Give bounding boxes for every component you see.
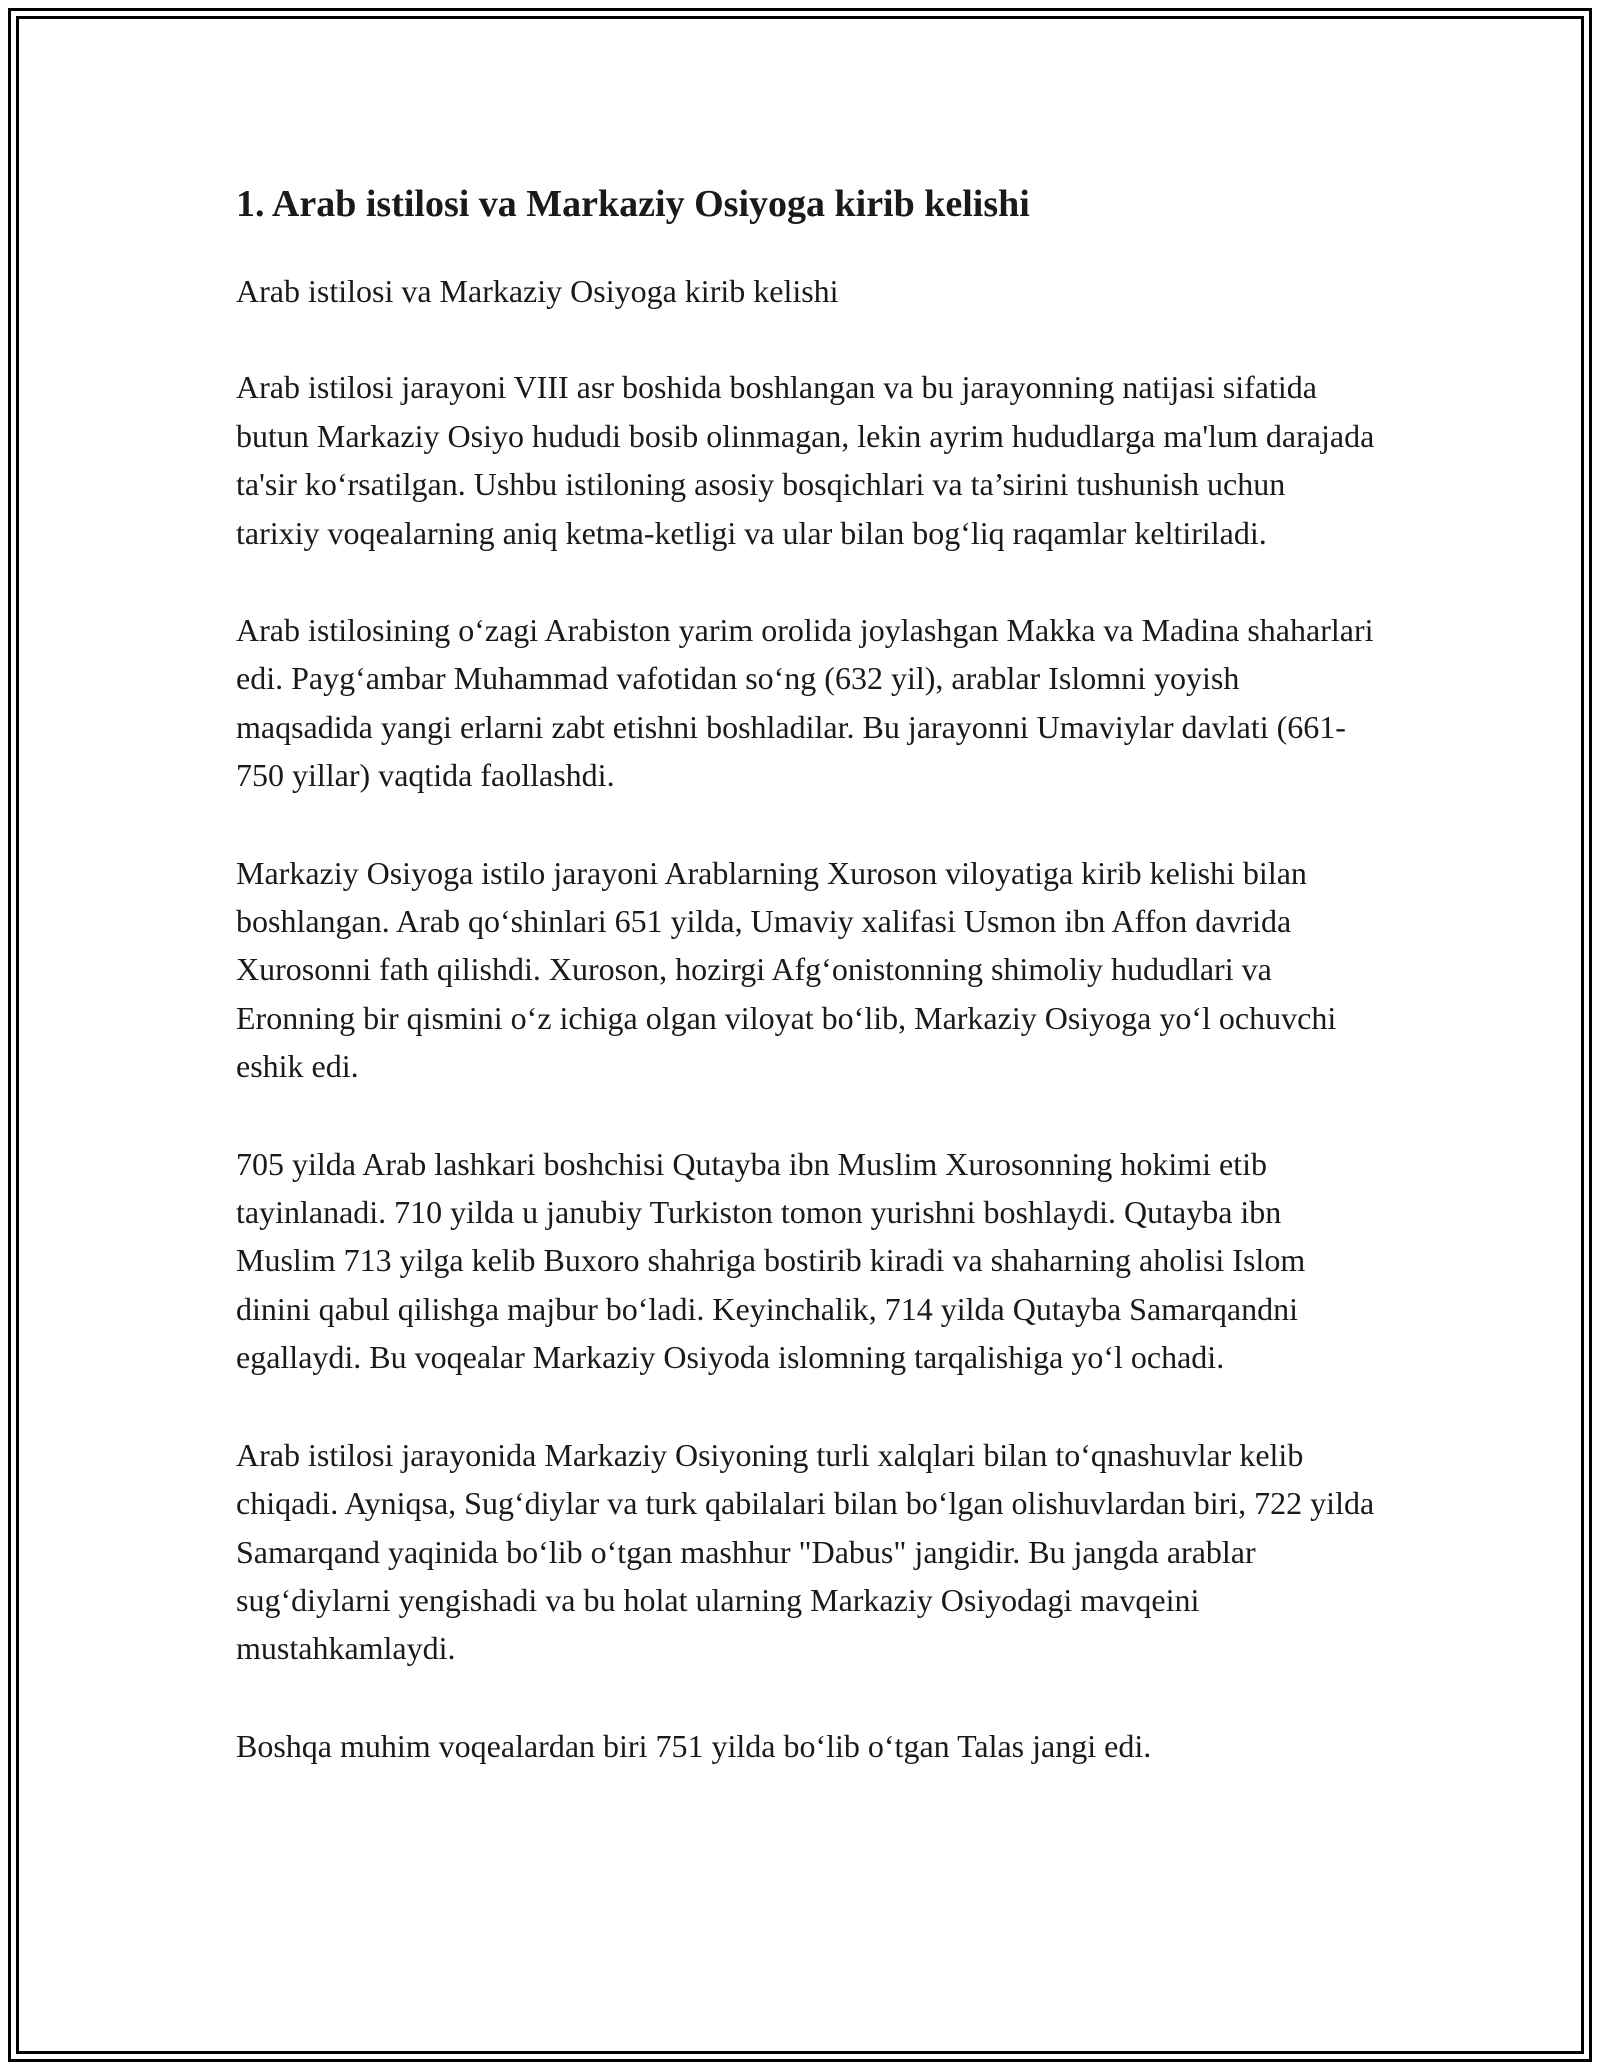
paragraph-1: Arab istilosi jarayoni VIII asr boshida boshlangan va bu jarayonning natijasi sifatida butun Markaziy Osiyo hududi bosib olinmagan, lekin ayrim hududlarga ma'lum darajada ta'sir ko‘rsatilgan. Ushbu istiloning asosiy bosqichlari va ta’sirini tushunish uchun tarixiy voqealarning aniq ketma-ketligi va ular bilan bog‘liq raqamlar keltiriladi. [236, 369, 1375, 551]
paragraph-4: 705 yilda Arab lashkari boshchisi Qutayba ibn Muslim Xurosonning hokimi etib tayinlanadi. 710 yilda u janubiy Turkiston tomon yurishni boshlaydi. Qutayba ibn Muslim 713 yilga kelib Buxoro shahriga bostirib kiradi va shaharning aholisi Islom dinini qabul qilishga majbur bo‘ladi. Keyinchalik, 714 yilda Qutayba Samarqandni egallaydi. Bu voqealar Markaziy Osiyoda islomning tarqalishiga yo‘l ochadi. [236, 1145, 1306, 1376]
section-heading: 1. Arab istilosi va Markaziy Osiyoga kirib kelishi [236, 183, 1030, 225]
paragraph-6: Boshqa muhim voqealardan biri 751 yilda bo‘lib o‘tgan Talas jangi edi. [236, 1727, 1152, 1764]
paragraph-3: Markaziy Osiyoga istilo jarayoni Arablarning Xuroson viloyatiga kirib kelishi bilan boshlangan. Arab qo‘shinlari 651 yilda, Umaviy xalifasi Usmon ibn Affon davrida Xurosonni fath qilishdi. Xuroson, hozirgi Afg‘onistonning shimoliy hududlari va Eronning bir qismini o‘z ichiga olgan viloyat bo‘lib, Markaziy Osiyoga yo‘l ochuvchi eshik edi. [236, 854, 1337, 1085]
section-subtitle: Arab istilosi va Markaziy Osiyoga kirib kelishi [236, 273, 839, 310]
paragraph-5: Arab istilosi jarayonida Markaziy Osiyoning turli xalqlari bilan to‘qnashuvlar kelib chiqadi. Ayniqsa, Sug‘diylar va turk qabilalari bilan bo‘lgan olishuvlardan biri, 722 yilda Samarqand yaqinida bo‘lib o‘tgan mashhur "Dabus" jangidir. Bu jangda arablar sug‘diylarni yengishadi va bu holat ularning Markaziy Osiyodagi mavqeini mustahkamlaydi. [236, 1436, 1375, 1667]
paragraph-2: Arab istilosining o‘zagi Arabiston yarim orolida joylashgan Makka va Madina shaharlari edi. Payg‘ambar Muhammad vafotidan so‘ng (632 yil), arablar Islomni yoyish maqsadida yangi erlarni zabt etishni boshladilar. Bu jarayonni Umaviylar davlati (661-750 yillar) vaqtida faollashdi. [236, 612, 1374, 794]
document-body [236, 180, 1376, 1819]
